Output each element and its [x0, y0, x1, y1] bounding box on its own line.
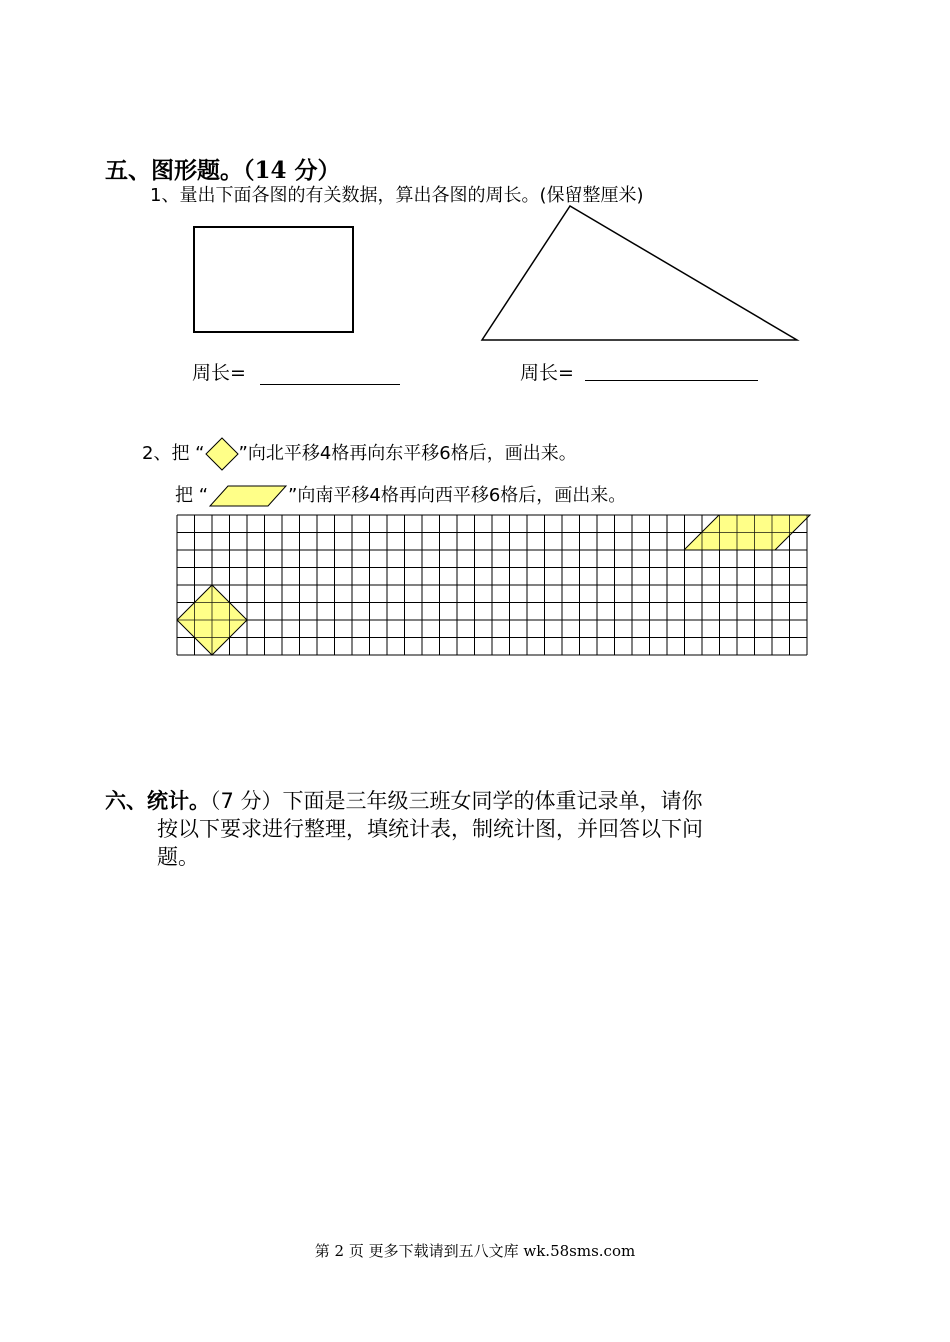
q2-line1-prefix: 2、把 “: [142, 443, 205, 464]
q2-line1-suffix: ”向北平移4格再向东平移6格后，画出来。: [238, 443, 577, 464]
rectangle-figure: [193, 226, 354, 333]
small-diamond-icon: [205, 437, 239, 471]
question-2-line-1: [142, 437, 577, 471]
section6-line-2: 按以下要求进行整理，填统计表，制统计图，并回答以下问: [157, 817, 703, 841]
question-2-line-2: [175, 481, 626, 507]
section6-text: [105, 787, 850, 871]
page-footer: 第 2 页 更多下载请到五八文库 wk.58sms.com: [314, 1242, 636, 1260]
perimeter-label-2: 周长=: [520, 362, 574, 384]
q2-line2-prefix: 把 “: [175, 485, 209, 506]
triangle-figure: [475, 198, 805, 348]
section6-title: 六、统计。: [105, 788, 210, 813]
square-grid[interactable]: [170, 508, 820, 660]
perimeter-answer-blank-1[interactable]: [260, 384, 400, 385]
q2-line2-suffix: ”向南平移4格再向西平移6格后，画出来。: [288, 485, 627, 506]
small-parallelogram-icon: [208, 485, 288, 507]
section5-title: 五、图形题。（14 分）: [105, 157, 341, 184]
perimeter-label-1: 周长=: [192, 362, 246, 384]
section6-line-1: （7 分）下面是三年级三班女同学的体重记录单，请你: [210, 789, 703, 813]
perimeter-answer-blank-2[interactable]: [585, 380, 758, 381]
section6-line-3: 题。: [157, 845, 199, 869]
question-1-text: 1、量出下面各图的有关数据，算出各图的周长。(保留整厘米): [150, 185, 644, 206]
